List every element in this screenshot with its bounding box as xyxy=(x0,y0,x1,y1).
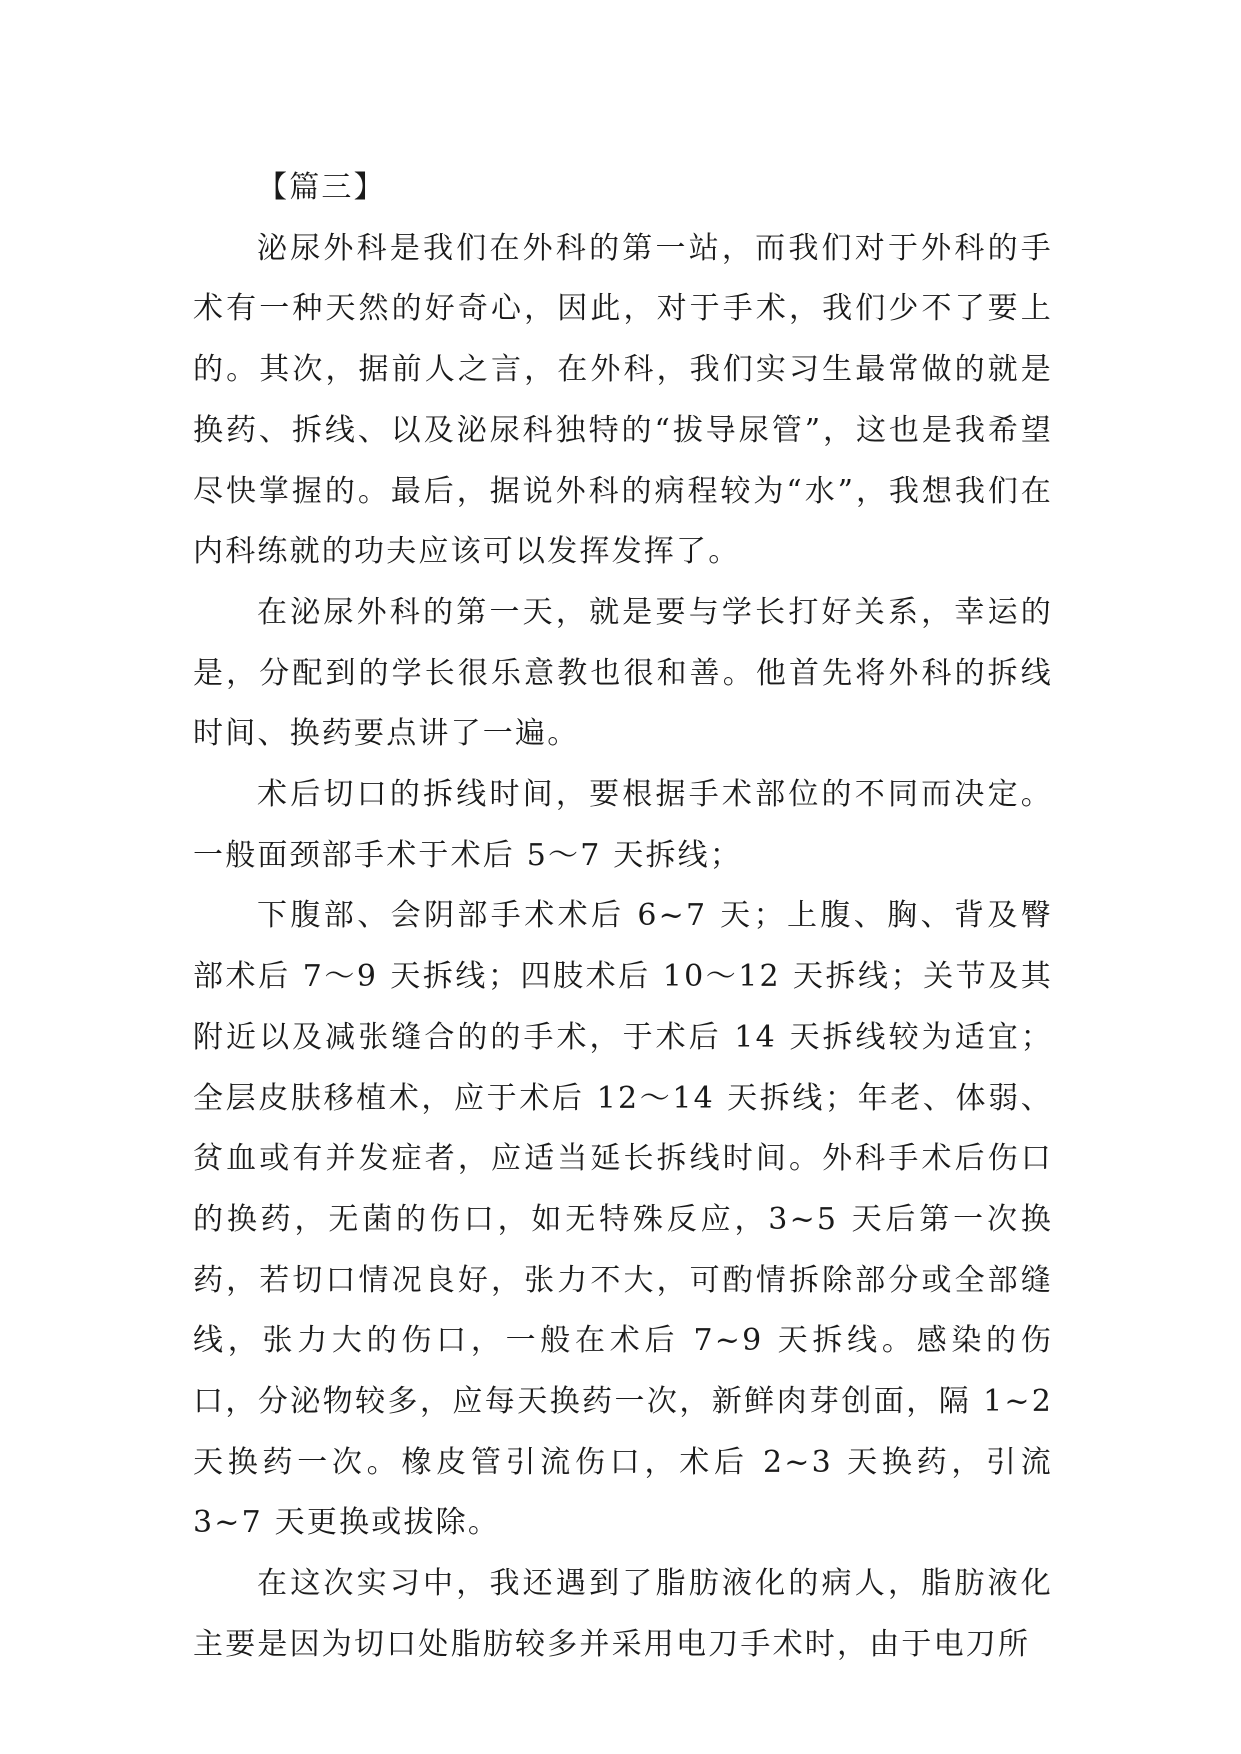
paragraph: 泌尿外科是我们在外科的第一站，而我们对于外科的手术有一种天然的好奇心，因此，对于手术，我们少不了要上的。其次，据前人之言，在外科，我们实习生最常做的就是换药、拆线、以及泌尿科独特的“拔导尿管”，这也是我希望尽快掌握的。最后，据说外科的病程较为“水”，我想我们在内科练就的功夫应该可以发挥发挥了。 xyxy=(193,230,1053,570)
paragraph: 下腹部、会阴部手术术后 6~7 天；上腹、胸、背及臀部术后 7～9 天拆线；四肢术后 10～12 天拆线；关节及其附近以及减张缝合的的手术，于术后 14 天拆线较为适宜；全层皮肤移植术，应于术后 12～14 天拆线；年老、体弱、贫血或有并发症者，应适当延长拆线时间。外科手术后伤口的换药，无菌的伤口，如无特殊反应，3~5 天后第一次换药，若切口情况良好，张力不大，可酌情拆除部分或全部缝线，张力大的伤口，一般在术后 7~9 天拆线。感染的伤口，分泌物较多，应每天换药一次，新鲜肉芽创面，隔 1~2 天换药一次。橡皮管引流伤口，术后 2~3 天换药，引流 3~7 天更换或拔除。 xyxy=(193,898,1053,1541)
section-heading: 【篇三】 xyxy=(257,170,386,205)
document-body xyxy=(193,158,1053,1676)
paragraph: 在这次实习中，我还遇到了脂肪液化的病人，脂肪液化主要是因为切口处脂肪较多并采用电刀手术时，由于电刀所 xyxy=(193,1566,1053,1662)
paragraph: 在泌尿外科的第一天，就是要与学长打好关系，幸运的是，分配到的学长很乐意教也很和善。他首先将外科的拆线时间、换药要点讲了一遍。 xyxy=(193,594,1053,752)
paragraph: 术后切口的拆线时间，要根据手术部位的不同而决定。一般面颈部手术于术后 5～7 天拆线； xyxy=(193,777,1053,873)
